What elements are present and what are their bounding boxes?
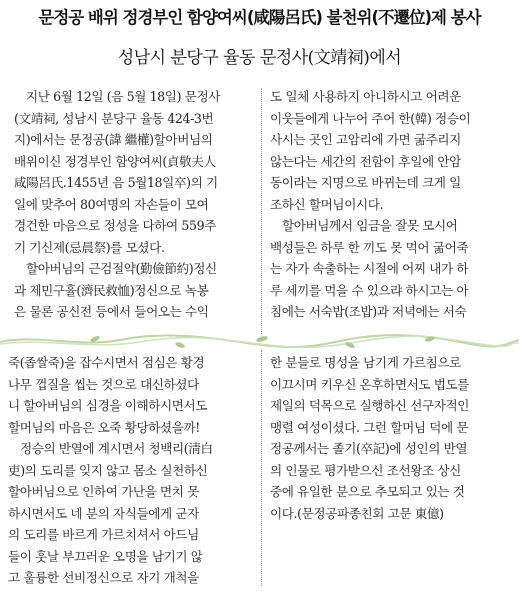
- headline: 문정공 배위 정경부인 함양여씨(咸陽呂氏) 불천위(不遷位)제 봉사: [38, 8, 481, 27]
- text-line: 중에 유일한 분으로 추모되고 있는 것: [270, 484, 465, 499]
- text-line: 백성들은 하루 한 끼도 못 먹어 굶어죽: [270, 239, 469, 255]
- text-line: 할아버님으로 인하여 가난을 면치 못: [8, 484, 199, 499]
- column-divider-bottom: [261, 350, 262, 586]
- text-line: 조하신 할머님이시다.: [270, 196, 384, 212]
- text-line: 맹렬 여성이셨다. 그런 할머님 덕에 문: [270, 419, 469, 435]
- text-line: 않는다는 세간의 전함이 후일에 안암: [270, 153, 461, 169]
- text-line: 이끄시며 키우신 온후하면서도 법도를: [270, 376, 470, 392]
- text-line: 吏)의 도리를 잊지 않고 몸소 실천하신: [8, 462, 208, 478]
- text-line: 할머님의 마음은 오죽 황당하셨을까!: [8, 419, 200, 435]
- text-line: 과 제민구휼(濟民救恤)정신으로 녹봉: [14, 282, 209, 298]
- text-line: 이웃들에게 나누어 주어 한(韓) 정승이: [270, 110, 471, 126]
- text-line: 정공께서는 졸기(卒記)에 성인의 반열: [270, 441, 468, 456]
- column-top-right: [270, 86, 512, 323]
- text-line: 한 분들로 명성을 남기게 가르침으로: [270, 355, 461, 370]
- text-line: 제일의 덕목으로 실행하신 선구자적인: [270, 398, 470, 413]
- text-line: 의 인물로 평가받으신 조선왕조 상신: [270, 462, 461, 478]
- text-line: 나무 껍질을 씹는 것으로 대신하셨다: [8, 376, 199, 392]
- text-line: 이다.(문정공파종친회 고문 東億): [270, 505, 444, 521]
- text-line: 사시는 곳인 고암리에 가면 굶주리지: [270, 132, 461, 147]
- text-line: 들이 훗날 부끄러운 오명을 남기기 않: [8, 548, 203, 564]
- text-line: 은 물론 공신전 등에서 들어오는 수익: [14, 304, 209, 319]
- text-line: 할아버님께서 임금을 잘못 모시어: [282, 218, 458, 233]
- text-line: 루 세끼를 먹을 수 있으랴 하시고는 아: [270, 282, 469, 298]
- text-line: 할아버님의 근검절약(勤儉節約)정신: [26, 261, 217, 276]
- ornamental-divider: [0, 330, 519, 352]
- text-line: 지)에서는 문정공(諱 繼權)할아버님의: [14, 132, 213, 147]
- text-line: 지난 6월 12일 (음 5월 18일) 문정사: [26, 89, 220, 104]
- text-line: 정승의 반열에 계시면서 청백리(淸白: [20, 441, 213, 456]
- text-line: 의 도리를 바르게 가르치셔서 아드님: [8, 527, 199, 542]
- text-line: 일에 맞추어 80여명의 자손들이 모여: [14, 196, 209, 212]
- column-top-left: [14, 86, 256, 323]
- text-line: 고 훌륭한 선비정신으로 자기 개척을: [8, 570, 199, 585]
- text-line: 니 할아버님의 심경을 이해하시면서도: [8, 398, 208, 413]
- text-line: 경건한 마음으로 정성을 다하여 559주: [14, 218, 216, 233]
- subhead: 성남시 분당구 율동 문정사(文靖祠)에서: [117, 48, 402, 68]
- text-line: 동이라는 지명으로 바뀌는데 크게 일: [270, 175, 461, 190]
- text-line: 는 자가 속출하는 시절에 어찌 내가 하: [270, 261, 469, 276]
- text-line: 죽(좁쌀죽)을 잡수시면서 점심은 황경: [8, 355, 205, 370]
- column-bottom-left: [8, 352, 254, 589]
- text-line: (文靖祠, 성남시 분당구 율동 424-3번: [14, 110, 214, 126]
- text-line: 배위이신 정경부인 함양여씨(貞敬夫人: [14, 153, 216, 169]
- text-line: 咸陽呂氏.1455년 음 5월18일卒)의 기: [14, 175, 218, 190]
- column-bottom-right: [270, 352, 512, 524]
- text-line: 기 기신제(忌晨祭)를 모셨다.: [14, 239, 165, 255]
- text-line: 침에는 서숙밥(조밥)과 저녁에는 서숙: [270, 304, 467, 319]
- text-line: 하시면서도 네 분의 자식들에게 군자: [8, 505, 199, 521]
- text-line: 도 일체 사용하지 아니하시고 어려운: [270, 89, 461, 104]
- column-divider-top: [261, 88, 262, 334]
